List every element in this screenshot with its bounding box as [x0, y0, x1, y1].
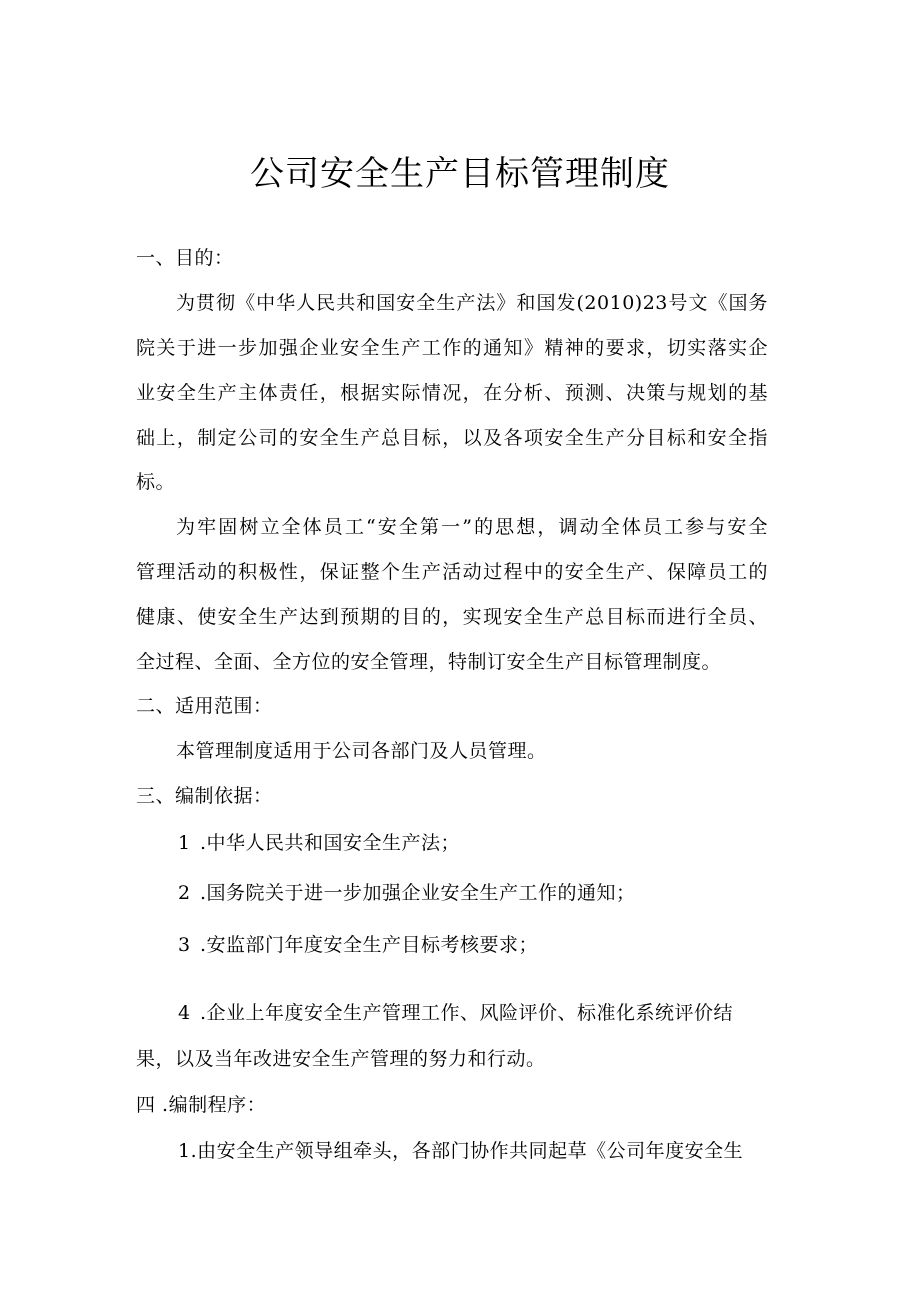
paragraph-line: 院关于进一步加强企业安全生产工作的通知》精神的要求，切实落实企 — [136, 337, 768, 359]
list-item-text: .企业上年度安全生产管理工作、风险评价、标准化系统评价结 — [200, 1002, 734, 1024]
list-item — [178, 828, 768, 858]
document-title: 公司安全生产目标管理制度 — [250, 154, 670, 194]
paragraph-line: 健康、使安全生产达到预期的目的，实现安全生产总目标而进行全员、 — [136, 606, 768, 628]
paragraph-line: 标。 — [136, 471, 176, 493]
section-heading-purpose: 一、目的： — [136, 247, 234, 269]
list-item — [178, 930, 768, 960]
paragraph-line: 业安全生产主体责任，根据实际情况，在分析、预测、决策与规划的基 — [136, 382, 768, 404]
list-item-number: 3 — [178, 934, 191, 956]
list-item-text: .安监部门年度安全生产目标考核要求； — [200, 934, 539, 956]
paragraph-line: 管理活动的积极性，保证整个生产活动过程中的安全生产、保障员工的 — [136, 561, 768, 583]
paragraph-line: 为牢固树立全体员工“安全第一”的思想，调动全体员工参与安全 — [176, 516, 768, 538]
list-item — [178, 998, 768, 1028]
paragraph-line: 础上，制定公司的安全生产总目标，以及各项安全生产分目标和安全指 — [136, 427, 768, 449]
section-heading-procedure: 四 .编制程序： — [136, 1094, 267, 1116]
paragraph-line: 本管理制度适用于公司各部门及人员管理。 — [176, 740, 547, 762]
list-item — [178, 878, 768, 908]
paragraph-line: 为贯彻《中华人民共和国安全生产法》和国发(2010)23号文《国务 — [176, 292, 768, 314]
list-item-number: 1 — [178, 832, 191, 854]
section-heading-scope: 二、适用范围： — [136, 695, 273, 717]
list-item-number: 4 — [178, 1002, 191, 1024]
list-item-text: .国务院关于进一步加强企业安全生产工作的通知； — [200, 882, 636, 904]
section-heading-basis: 三、编制依据： — [136, 785, 273, 807]
paragraph-line: 1.由安全生产领导组牵头，各部门协作共同起草《公司年度安全生 — [178, 1140, 744, 1162]
paragraph-line: 果，以及当年改进安全生产管理的努力和行动。 — [136, 1048, 546, 1070]
list-item-text: .中华人民共和国安全生产法； — [200, 832, 461, 854]
list-item-number: 2 — [178, 882, 191, 904]
paragraph-line: 全过程、全面、全方位的安全管理，特制订安全生产目标管理制度。 — [136, 651, 722, 673]
